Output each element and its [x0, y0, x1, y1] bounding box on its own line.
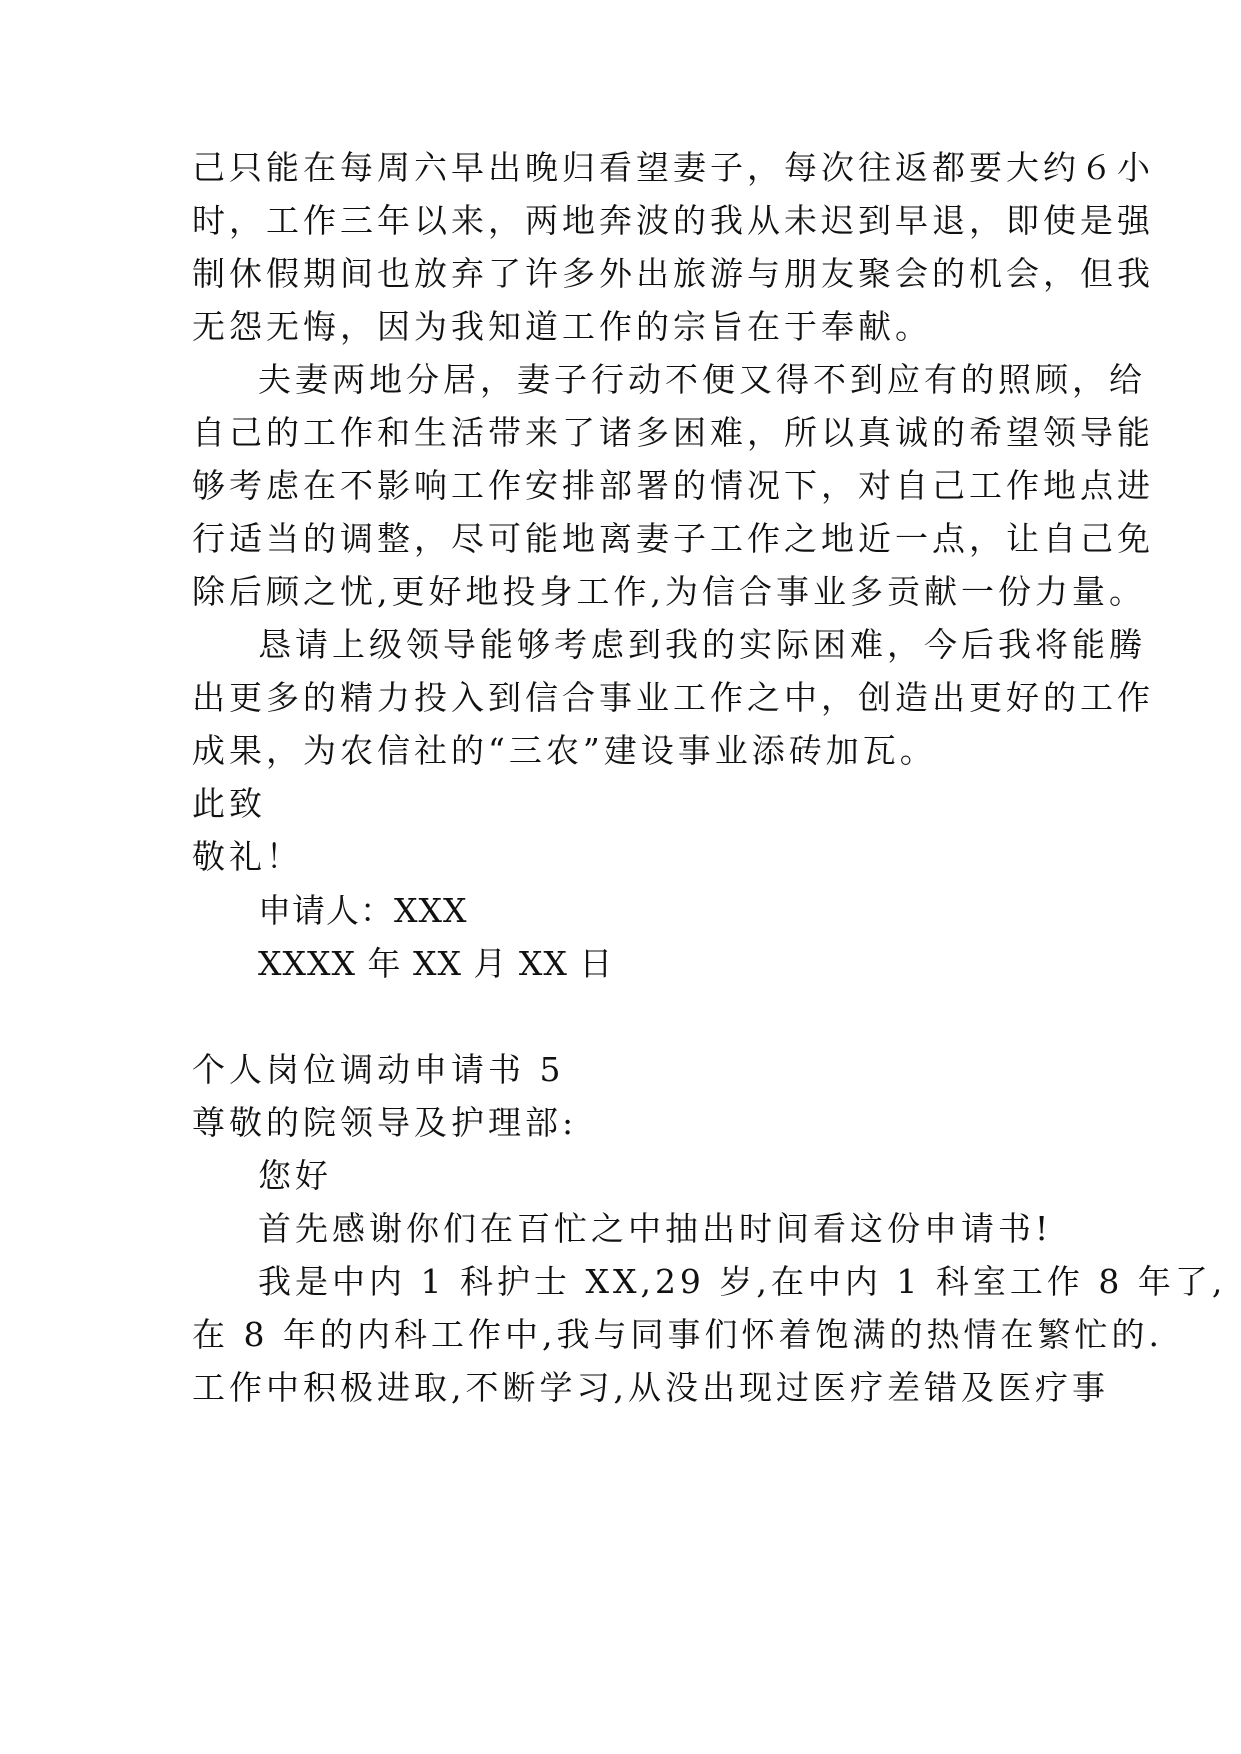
body-line: 自己的工作和生活带来了诸多困难，所以真诚的希望领导能: [192, 413, 1154, 452]
section-title: 个人岗位调动申请书 5: [192, 1050, 565, 1089]
body-line: 己只能在每周六早出晚归看望妻子，每次往返都要大约６小: [192, 148, 1154, 187]
salutation-line: 敬礼！: [192, 837, 303, 876]
applicant-signature: 申请人：XXX: [258, 891, 468, 930]
body-line: 在 8 年的内科工作中,我与同事们怀着饱满的热情在繁忙的.: [192, 1315, 1163, 1354]
greeting-line: 您好: [258, 1156, 332, 1195]
recipient-line: 尊敬的院领导及护理部:: [192, 1103, 578, 1142]
paragraph-start-line: 首先感谢你们在百忙之中抽出时间看这份申请书!: [258, 1209, 1053, 1248]
body-line: 够考虑在不影响工作安排部署的情况下，对自己工作地点进: [192, 466, 1154, 505]
body-line: 行适当的调整，尽可能地离妻子工作之地近一点，让自己免: [192, 519, 1154, 558]
body-line: 成果，为农信社的“三农”建设事业添砖加瓦。: [192, 731, 937, 770]
paragraph-start-line: 我是中内 1 科护士 XX,29 岁,在中内 1 科室工作 8 年了,: [258, 1262, 1227, 1301]
body-line: 工作中积极进取,不断学习,从没出现过医疗差错及医疗事: [192, 1368, 1109, 1407]
closing-line: 此致: [192, 784, 266, 823]
body-line: 时，工作三年以来，两地奔波的我从未迟到早退，即使是强: [192, 201, 1154, 240]
body-line: 除后顾之忧,更好地投身工作,为信合事业多贡献一份力量。: [192, 572, 1146, 611]
paragraph-start-line: 夫妻两地分居，妻子行动不便又得不到应有的照顾，给: [258, 360, 1146, 399]
date-line: XXXX 年 XX 月 XX 日: [258, 944, 614, 983]
body-line: 出更多的精力投入到信合事业工作之中，创造出更好的工作: [192, 678, 1154, 717]
body-line: 制休假期间也放弃了许多外出旅游与朋友聚会的机会，但我: [192, 254, 1154, 293]
body-line: 无怨无悔，因为我知道工作的宗旨在于奉献。: [192, 307, 932, 346]
paragraph-start-line: 恳请上级领导能够考虑到我的实际困难，今后我将能腾: [258, 625, 1146, 664]
